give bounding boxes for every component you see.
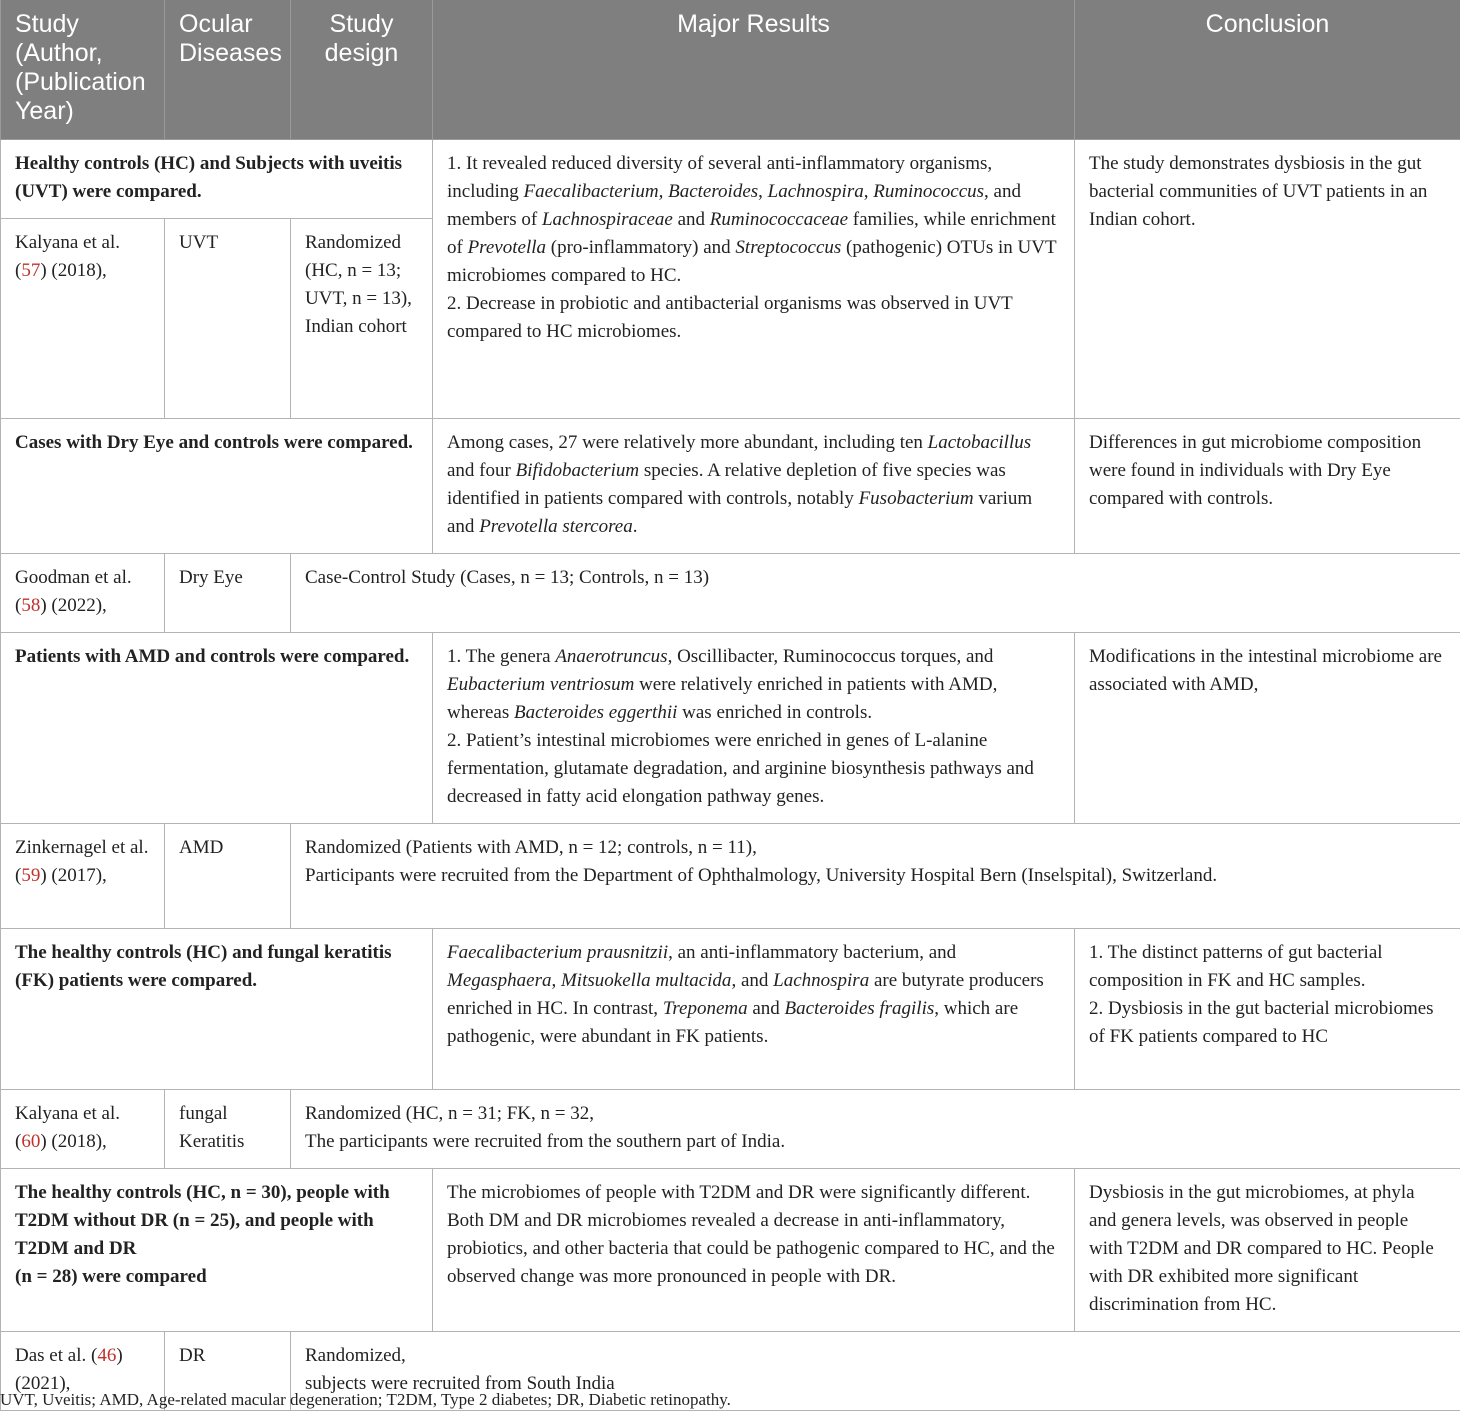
design-cell: Randomized, subjects were recruited from South India bbox=[291, 1332, 1460, 1411]
study-cell: Kalyana et al. (57) (2018), bbox=[1, 219, 165, 419]
italic-term: Fusobacterium bbox=[858, 488, 974, 509]
conclusion-cell: Modifications in the intestinal microbiome are associated with AMD, bbox=[1075, 633, 1460, 824]
italic-term: Lachnospira bbox=[767, 181, 864, 202]
italic-term: Ruminococcaceae bbox=[709, 209, 849, 230]
comparison-cell: Healthy controls (HC) and Subjects with uveitis (UVT) were compared. bbox=[1, 140, 433, 219]
text-run: , Oscillibacter, Ruminococcus torques, and bbox=[667, 646, 994, 667]
text-run: families, while enrichment of bbox=[447, 209, 1056, 258]
results-cell bbox=[433, 633, 1075, 824]
italic-term: Faecalibacterium prausnitzii bbox=[447, 942, 669, 963]
text-run: Among cases, 27 were relatively more abundant, including ten bbox=[447, 432, 928, 453]
study-row bbox=[1, 824, 1460, 929]
text-run: The microbiomes of people with T2DM and DR were significantly different. Both DM and DR microbiomes revealed a decrease in anti-inflammatory, probiotics, and other bacteria that could be pathogenic compared to HC, and the observed change was more pronounced in people with DR. bbox=[447, 1182, 1055, 1287]
text-run: 1. It revealed reduced diversity of several anti-inflammatory organisms, including bbox=[447, 153, 993, 202]
comparison-row bbox=[1, 1169, 1460, 1332]
comparison-cell: The healthy controls (HC) and fungal keratitis (FK) patients were compared. bbox=[1, 929, 433, 1090]
design-cell: Randomized (HC, n = 13; UVT, n = 13), Indian cohort bbox=[291, 219, 433, 419]
text-run: , bbox=[758, 181, 768, 202]
table-footnote: UVT, Uveitis; AMD, Age-related macular degeneration; T2DM, Type 2 diabetes; DR, Diabetic retinopathy. bbox=[0, 1390, 731, 1409]
text-run: , an anti-inflammatory bacterium, and bbox=[668, 942, 957, 963]
text-run: are butyrate producers enriched in HC. In contrast, bbox=[447, 970, 1044, 1019]
text-run: varium and bbox=[447, 488, 1033, 537]
disease-cell: AMD bbox=[165, 824, 291, 929]
disease-cell: fungal Keratitis bbox=[165, 1090, 291, 1169]
results-cell bbox=[433, 929, 1075, 1090]
reference-link[interactable]: 58 bbox=[21, 595, 41, 616]
results-cell bbox=[433, 1169, 1075, 1332]
text-run: . bbox=[632, 516, 638, 537]
design-cell: Case-Control Study (Cases, n = 13; Controls, n = 13) bbox=[291, 554, 1460, 633]
conclusion-cell: 1. The distinct patterns of gut bacterial composition in FK and HC samples. 2. Dysbiosis in the gut bacterial microbiomes of FK patients compared to HC bbox=[1075, 929, 1460, 1090]
results-cell bbox=[433, 140, 1075, 419]
col-header-study: Study (Author, (Publication Year) bbox=[1, 0, 165, 140]
italic-term: Megasphaera bbox=[447, 970, 552, 991]
text-run: , and bbox=[731, 970, 774, 991]
comparison-cell: Patients with AMD and controls were compared. bbox=[1, 633, 433, 824]
italic-term: Eubacterium ventriosum bbox=[447, 674, 635, 695]
italic-term: Bacteroides fragilis bbox=[784, 998, 935, 1019]
text-run: 1. The genera bbox=[447, 646, 556, 667]
text-run: species. A relative depletion of five species was identified in patients compared with controls, notably bbox=[447, 460, 1006, 509]
study-cell: Kalyana et al. (60) (2018), bbox=[1, 1090, 165, 1169]
text-run: (pro-inflammatory) and bbox=[546, 237, 736, 258]
text-run: 2. Decrease in probiotic and antibacterial organisms was observed in UVT compared to HC microbiomes. bbox=[447, 293, 1013, 342]
disease-cell: UVT bbox=[165, 219, 291, 419]
italic-term: Prevotella stercorea bbox=[479, 516, 633, 537]
italic-term: Bifidobacterium bbox=[515, 460, 640, 481]
design-cell: Randomized (HC, n = 31; FK, n = 32, The participants were recruited from the southern part of India. bbox=[291, 1090, 1460, 1169]
study-row bbox=[1, 554, 1460, 633]
text-run: , bbox=[863, 181, 874, 202]
table-header bbox=[1, 0, 1460, 140]
col-header-conclusion: Conclusion bbox=[1075, 0, 1460, 140]
reference-link[interactable]: 57 bbox=[21, 260, 41, 281]
conclusion-cell: Differences in gut microbiome composition were found in individuals with Dry Eye compared with controls. bbox=[1075, 419, 1460, 554]
study-cell: Das et al. (46) (2021), bbox=[1, 1332, 165, 1411]
comparison-row bbox=[1, 633, 1460, 824]
comparison-cell: The healthy controls (HC, n = 30), people with T2DM without DR (n = 25), and people with T2DM and DR (n = 28) were compared bbox=[1, 1169, 433, 1332]
conclusion-cell: Dysbiosis in the gut microbiomes, at phyla and genera levels, was observed in people with T2DM and DR compared to HC. People with DR exhibited more significant discrimination from HC. bbox=[1075, 1169, 1460, 1332]
header-row bbox=[1, 0, 1460, 140]
disease-cell: DR bbox=[165, 1332, 291, 1411]
text-run: (pathogenic) OTUs in UVT microbiomes compared to HC. bbox=[447, 237, 1057, 286]
reference-link[interactable]: 60 bbox=[21, 1131, 41, 1152]
italic-term: Streptococcus bbox=[735, 237, 842, 258]
conclusion-cell: The study demonstrates dysbiosis in the gut bacterial communities of UVT patients in an Indian cohort. bbox=[1075, 140, 1460, 419]
results-cell bbox=[433, 419, 1075, 554]
text-run: and four bbox=[447, 460, 516, 481]
italic-term: Lachnospiraceae bbox=[541, 209, 673, 230]
col-header-study-design: Study design bbox=[291, 0, 433, 140]
text-run: and bbox=[672, 209, 710, 230]
text-run: were relatively enriched in patients with AMD, whereas bbox=[447, 674, 998, 723]
italic-term: Lactobacillus bbox=[927, 432, 1032, 453]
italic-term: Lachnospira bbox=[773, 970, 870, 991]
table-body bbox=[1, 140, 1460, 1411]
reference-link[interactable]: 59 bbox=[21, 865, 41, 886]
reference-link[interactable]: 46 bbox=[97, 1345, 117, 1366]
italic-term: Prevotella bbox=[467, 237, 547, 258]
comparison-row bbox=[1, 419, 1460, 554]
text-run: was enriched in controls. bbox=[677, 702, 873, 723]
italic-term: Faecalibacterium, Bacteroides bbox=[523, 181, 759, 202]
italic-term: Treponema bbox=[662, 998, 748, 1019]
italic-term: Ruminococcus bbox=[873, 181, 985, 202]
col-header-major-results: Major Results bbox=[433, 0, 1075, 140]
text-run: , bbox=[551, 970, 561, 991]
text-run: , and members of bbox=[447, 181, 1021, 230]
comparison-row bbox=[1, 140, 1460, 219]
italic-term: Bacteroides eggerthii bbox=[514, 702, 678, 723]
italic-term: Mitsuokella multacida bbox=[560, 970, 732, 991]
study-cell: Zinkernagel et al. (59) (2017), bbox=[1, 824, 165, 929]
text-run: , which are pathogenic, were abundant in FK patients. bbox=[447, 998, 1019, 1047]
study-row bbox=[1, 1090, 1460, 1169]
col-header-ocular-diseases: Ocular Diseases bbox=[165, 0, 291, 140]
text-run: 2. Patient’s intestinal microbiomes were enriched in genes of L-alanine fermentation, glutamate degradation, and arginine biosynthesis pathways and decreased in fatty acid elongation pathway genes. bbox=[447, 730, 1034, 807]
text-run: and bbox=[747, 998, 785, 1019]
study-cell: Goodman et al. (58) (2022), bbox=[1, 554, 165, 633]
italic-term: Anaerotruncus bbox=[555, 646, 668, 667]
comparison-cell: Cases with Dry Eye and controls were compared. bbox=[1, 419, 433, 554]
disease-cell: Dry Eye bbox=[165, 554, 291, 633]
comparison-row bbox=[1, 929, 1460, 1090]
design-cell: Randomized (Patients with AMD, n = 12; controls, n = 11), Participants were recruited from the Department of Ophthalmology, University Hospital Bern (Inselspital), Switzerland. bbox=[291, 824, 1460, 929]
